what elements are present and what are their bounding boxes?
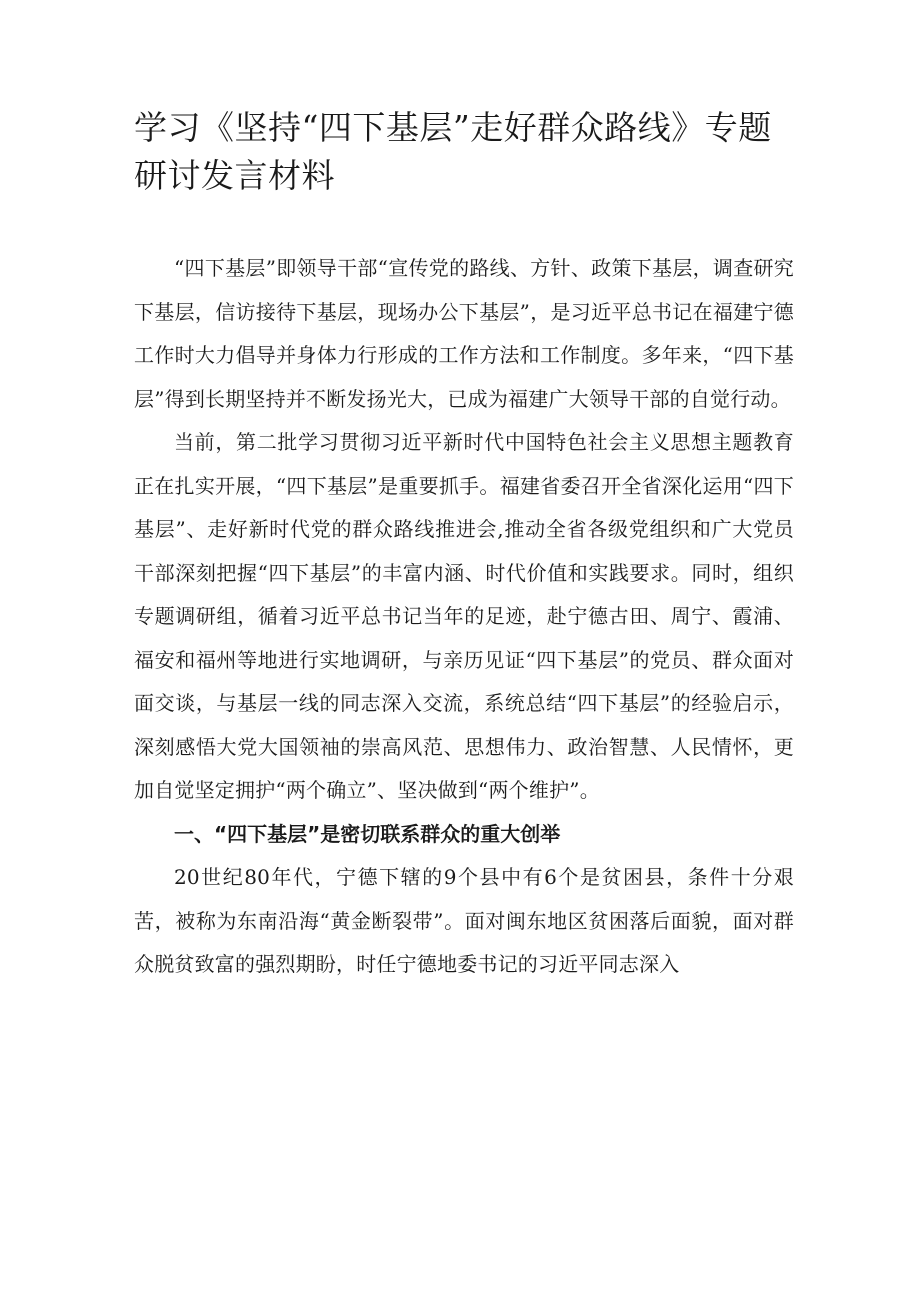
section-heading: 一、“四下基层”是密切联系群众的重大创举: [174, 821, 561, 846]
document-title: 学习《坚持“四下基层”走好群众路线》专题研讨发言材料: [134, 108, 772, 195]
paragraph-section-one: 20世纪80年代，宁德下辖的9个县中有6个是贫困县，条件十分艰苦，被称为东南沿海“黄金断裂带”。面对闽东地区贫困落后面貌，面对群众脱贫致富的强烈期盼，时任宁德地委书记的习近平同志深入: [134, 865, 794, 976]
paragraph-current: 当前，第二批学习贯彻习近平新时代中国特色社会主义思想主题教育正在扎实开展，“四下基层”是重要抓手。福建省委召开全省深化运用“四下基层”、走好新时代党的群众路线推进会,推动全省各级党组织和广大党员干部深刻把握“四下基层”的丰富内涵、时代价值和实践要求。同时，组织专题调研组，循着习近平总书记当年的足迹，赴宁德古田、周宁、霞浦、福安和福州等地进行实地调研，与亲历见证“四下基层”的党员、群众面对面交谈，与基层一线的同志深入交流，系统总结“四下基层”的经验启示，深刻感悟大党大国领袖的崇高风范、思想伟力、政治智慧、人民情怀，更加自觉坚定拥护“两个确立”、坚决做到“两个维护”。: [134, 430, 794, 802]
paragraph-intro: “四下基层”即领导干部“宣传党的路线、方针、政策下基层，调查研究下基层，信访接待下基层，现场办公下基层”，是习近平总书记在福建宁德工作时大力倡导并身体力行形成的工作方法和工作制度。多年来，“四下基层”得到长期坚持并不断发扬光大，已成为福建广大领导干部的自觉行动。: [134, 256, 794, 411]
document-body: [134, 247, 794, 987]
